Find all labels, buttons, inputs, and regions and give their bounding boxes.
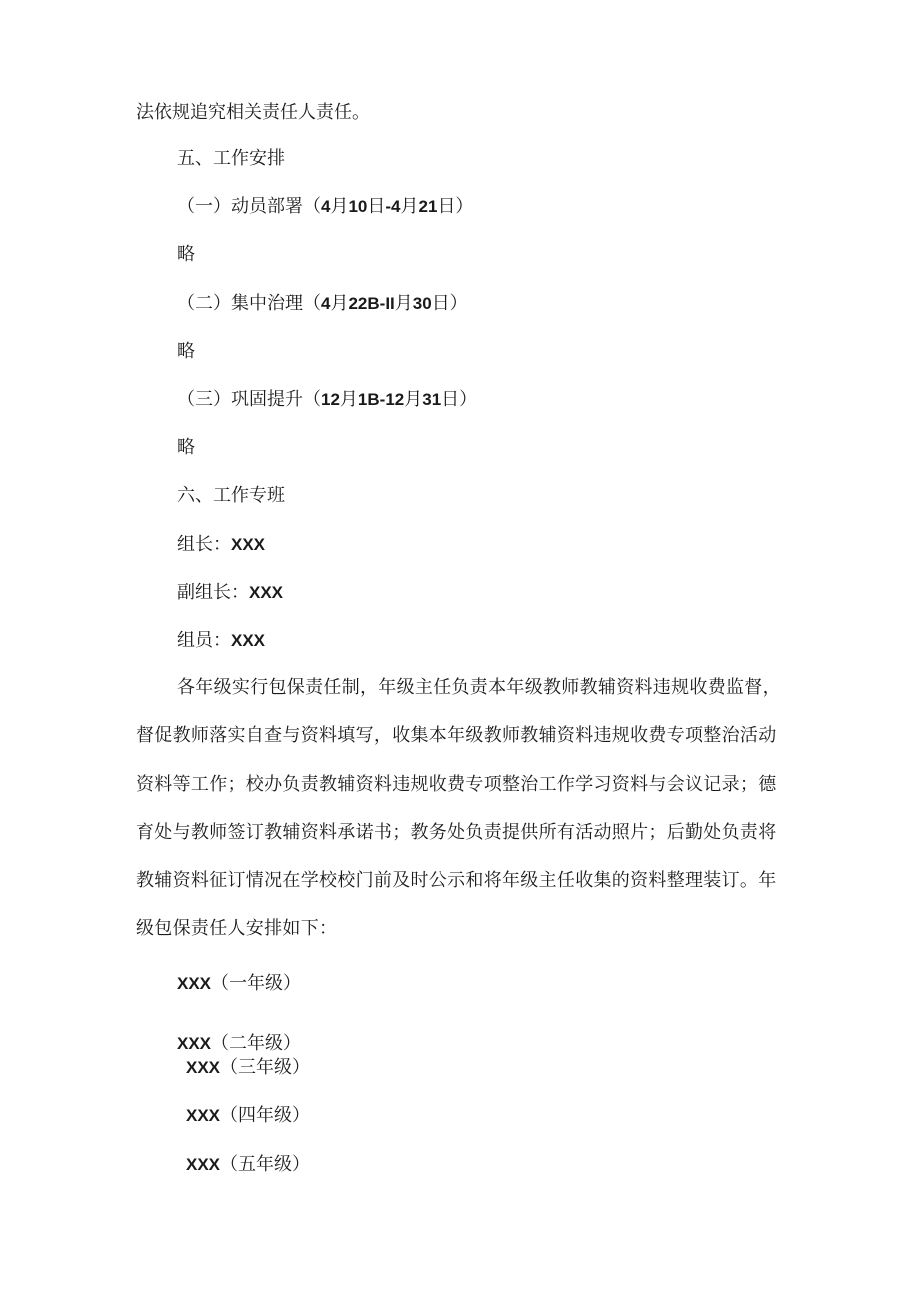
team-leader: 组长：XXX	[177, 534, 266, 555]
grade-responsible-3: XXX（三年级）	[186, 1057, 311, 1078]
omitted-text-1: 略	[177, 244, 195, 265]
continued-text-line: 法依规追究相关责任人责任。	[136, 102, 370, 123]
omitted-text-3: 略	[177, 437, 195, 458]
paragraph-line: 教辅资料征订情况在学校校门前及时公示和将年级主任收集的资料整理装订。年	[136, 870, 777, 891]
omitted-text-2: 略	[177, 341, 195, 362]
section-heading-work-arrangement: 五、工作安排	[177, 148, 285, 169]
paragraph-line: 督促教师落实自查与资料填写，收集本年级教师教辅资料违规收费专项整治活动	[136, 725, 777, 746]
team-members: 组员：XXX	[177, 630, 266, 651]
grade-responsible-4: XXX（四年级）	[186, 1105, 311, 1126]
paragraph-line: 各年级实行包保责任制，年级主任负责本年级教师教辅资料违规收费监督，	[177, 677, 781, 698]
grade-responsible-1: XXX（一年级）	[177, 973, 302, 994]
section-heading-work-team: 六、工作专班	[177, 485, 285, 506]
subsection-mobilization: （一）动员部署（4月10日-4月21日）	[177, 196, 474, 217]
paragraph-line: 资料等工作；校办负责教辅资料违规收费专项整治工作学习资料与会议记录；德	[136, 774, 777, 795]
grade-responsible-5: XXX（五年级）	[186, 1154, 311, 1175]
paragraph-line: 育处与教师签订教辅资料承诺书；教务处负责提供所有活动照片；后勤处负责将	[136, 822, 777, 843]
grade-responsible-2: XXX（二年级）	[177, 1033, 302, 1054]
subsection-consolidation: （三）巩固提升（12月1B-12月31日）	[177, 389, 478, 410]
subsection-concentrated-governance: （二）集中治理（4月22B-II月30日）	[177, 293, 468, 314]
team-deputy-leader: 副组长：XXX	[177, 582, 284, 603]
paragraph-line: 级包保责任人安排如下：	[136, 918, 338, 939]
